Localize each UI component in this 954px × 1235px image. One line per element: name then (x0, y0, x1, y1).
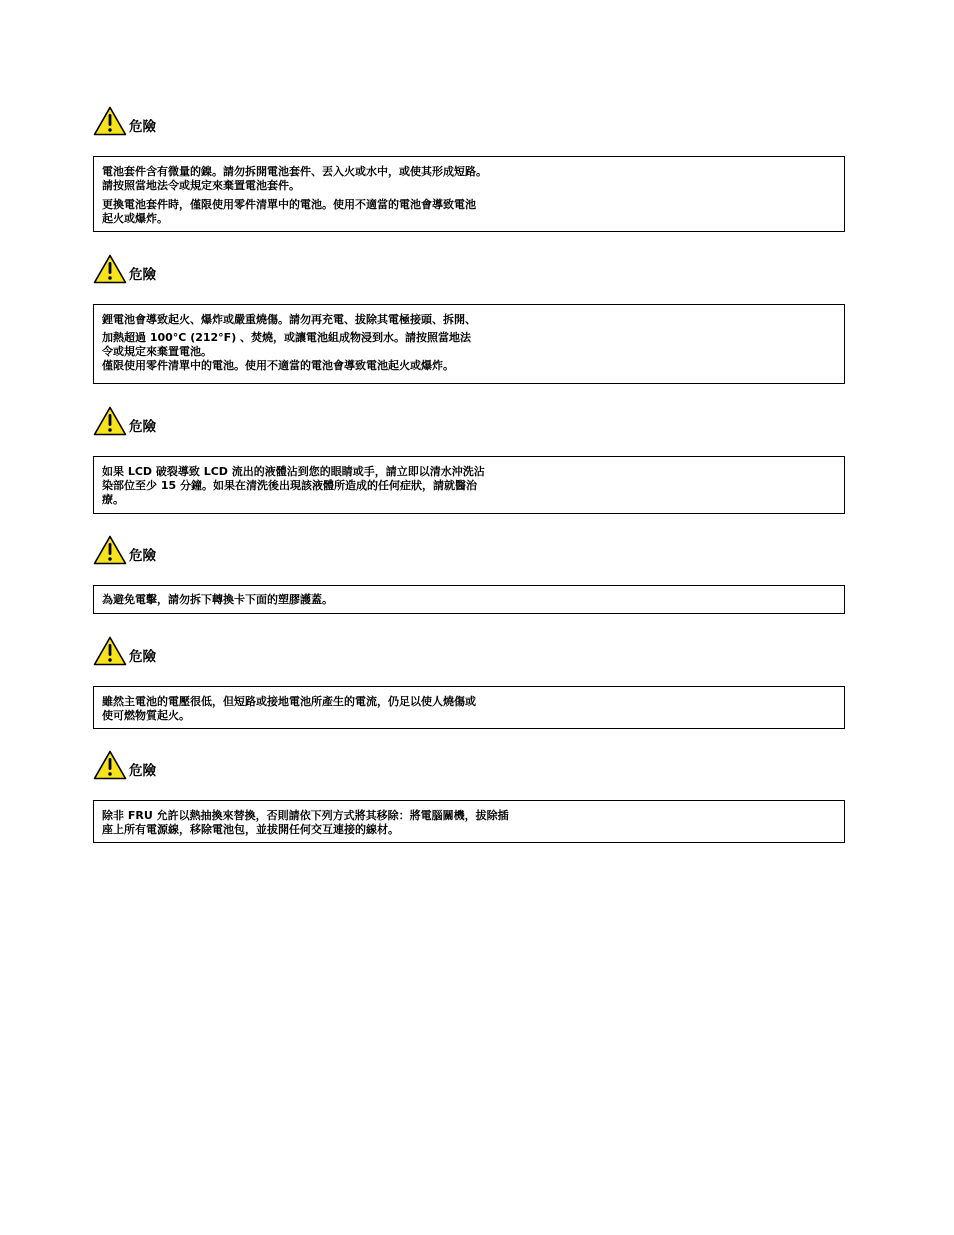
notice-paragraph: 雖然主電池的電壓很低，但短路或接地電池所產生的電流，仍足以使人燒傷或 使可燃物質起火。 (102, 695, 476, 722)
warning-triangle-icon (93, 750, 127, 780)
notice-paragraph: 鋰電池會導致起火、爆炸或嚴重燒傷。請勿再充電、拔除其電極接頭、拆開、 (102, 313, 476, 326)
danger-heading-label: 危險 (129, 267, 156, 283)
warning-triangle-icon (93, 254, 127, 284)
danger-text-box (93, 456, 845, 514)
notice-paragraph: 為避免電擊，請勿拆下轉換卡下面的塑膠護蓋。 (102, 593, 333, 606)
danger-heading (93, 531, 156, 565)
danger-heading-label: 危險 (129, 419, 156, 435)
danger-heading (93, 250, 156, 284)
notice-paragraph: 除非 FRU 允許以熱抽換來替換，否則請依下列方式將其移除：將電腦關機，拔除插 座上所有電源線，移除電池包，並拔開任何交互連接的線材。 (102, 809, 509, 836)
danger-heading-label: 危險 (129, 763, 156, 779)
notice-paragraph: 更換電池套件時，僅限使用零件清單中的電池。使用不適當的電池會導致電池 起火或爆炸。 (102, 198, 476, 225)
danger-heading (93, 102, 156, 136)
danger-heading (93, 402, 156, 436)
notice-paragraph: 電池套件含有微量的鎳。請勿拆開電池套件、丟入火或水中，或使其形成短路。 請按照當地法令或規定來棄置電池套件。 (102, 165, 487, 192)
notice-paragraph: 加熱超過 100°C (212°F) 、焚燒，或讓電池組成物浸到水。請按照當地法 令或規定來棄置電池。 僅限使用零件清單中的電池。使用不適當的電池會導致電池起火或爆炸。 (102, 331, 472, 372)
warning-triangle-icon (93, 406, 127, 436)
danger-heading-label: 危險 (129, 548, 156, 564)
notice-paragraph: 如果 LCD 破裂導致 LCD 流出的液體沾到您的眼睛或手，請立即以清水沖洗沾 染部位至少 15 分鐘。如果在清洗後出現該液體所造成的任何症狀，請就醫治 療。 (102, 465, 485, 506)
danger-text-box (93, 686, 845, 729)
danger-text-box (93, 800, 845, 843)
danger-text-box (93, 304, 845, 384)
warning-triangle-icon (93, 636, 127, 666)
danger-heading-label: 危險 (129, 119, 156, 135)
danger-heading-label: 危險 (129, 649, 156, 665)
danger-heading (93, 746, 156, 780)
danger-heading (93, 632, 156, 666)
warning-triangle-icon (93, 535, 127, 565)
warning-triangle-icon (93, 106, 127, 136)
danger-text-box (93, 585, 845, 614)
danger-text-box (93, 156, 845, 232)
